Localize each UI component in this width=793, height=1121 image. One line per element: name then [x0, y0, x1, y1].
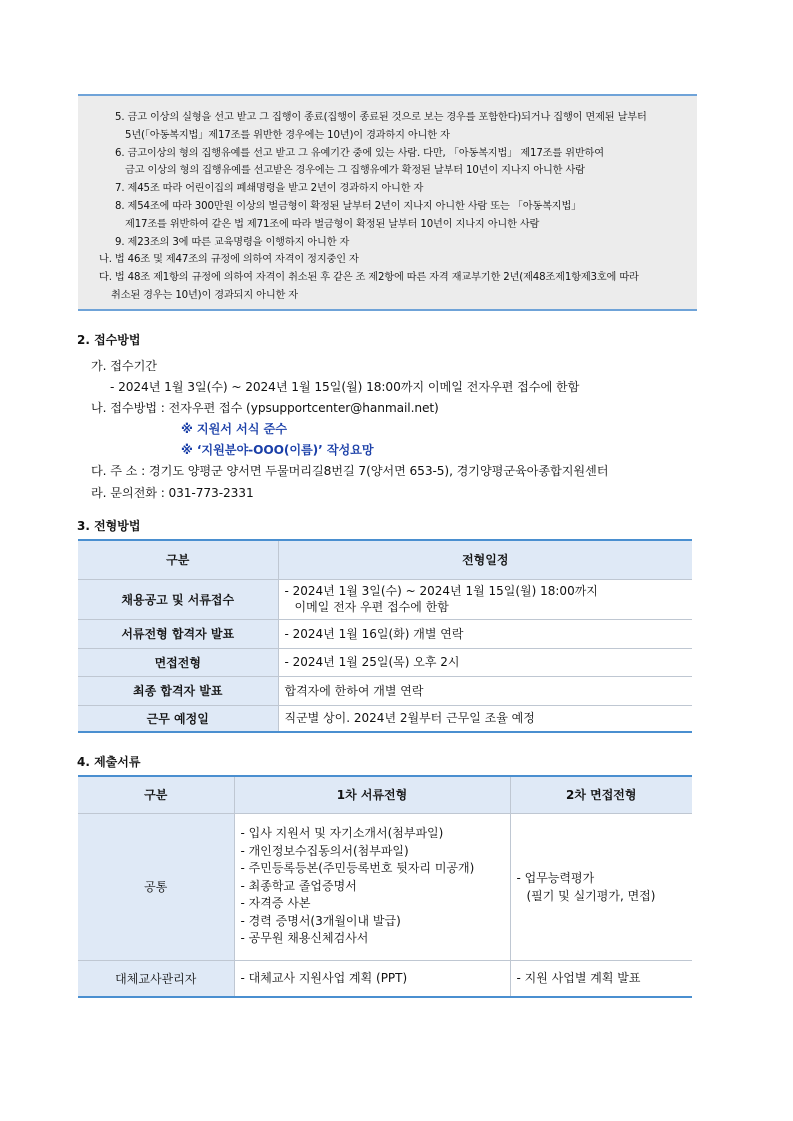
- row-value: 합격자에 한하여 개별 연락: [278, 676, 692, 705]
- section4-title: 4. 제출서류: [77, 755, 141, 769]
- address-line: 다. 주 소 : 경기도 양평군 양서면 두물머리길8번길 7(양서면 653-5), 경기양평군육아종합지원센터: [91, 464, 609, 478]
- notice-line: 나. 법 46조 및 제47조의 규정에 의하여 자격이 정지중인 자: [99, 254, 359, 266]
- method-line: 나. 접수방법 : 전자우편 접수 (ypsupportcenter@hanmail.net): [91, 401, 439, 415]
- notice-line: 금고 이상의 형의 집행유예를 선고받은 경우에는 그 집행유예가 확정된 날부터 10년이 지나지 아니한 사람: [125, 165, 585, 177]
- disqualification-notice-box: [78, 94, 697, 311]
- row-value: 직군별 상이. 2024년 2월부터 근무일 조율 예정: [278, 705, 692, 732]
- period-value: - 2024년 1월 3일(수) ~ 2024년 1월 15일(월) 18:00까지 이메일 전자우편 접수에 한함: [110, 380, 580, 394]
- row-label: 최종 합격자 발표: [78, 676, 278, 705]
- common-docs-list: [234, 813, 510, 960]
- header-category: 구분: [78, 540, 278, 579]
- row-value: - 2024년 1월 16일(화) 개별 연락: [278, 619, 692, 648]
- interview-line: - 업무능력평가: [516, 870, 595, 885]
- table-row: [78, 813, 692, 960]
- row-label: 채용공고 및 서류접수: [78, 579, 278, 619]
- section2-title: 2. 접수방법: [77, 333, 141, 347]
- row-value: - 2024년 1월 25일(목) 오후 2시: [278, 648, 692, 676]
- list-item: - 경력 증명서(3개월이내 발급): [240, 913, 401, 928]
- sub-interview: - 지원 사업별 계획 발표: [510, 960, 692, 997]
- table-row: [78, 705, 692, 732]
- row-value-line: 이메일 전자 우편 접수에 한함: [294, 600, 449, 614]
- list-item: - 최종학교 졸업증명서: [240, 878, 357, 893]
- notice-line: 다. 법 48조 제1항의 규정에 의하여 자격이 취소된 후 같은 조 제2항에 따른 자격 재교부기한 2년(제48조제1항제3호에 따라: [99, 272, 639, 284]
- notice-line: 제17조를 위반하여 같은 법 제71조에 따라 벌금형이 확정된 날부터 10년이 지나지 아니한 사람: [125, 218, 540, 230]
- table-row: [78, 960, 692, 997]
- notice-line: 7. 제45조 따라 어린이집의 폐쇄명령을 받고 2년이 경과하지 아니한 자: [115, 183, 424, 195]
- period-label: 가. 접수기간: [91, 359, 157, 373]
- sub-doc: - 대체교사 지원사업 계획 (PPT): [234, 960, 510, 997]
- row-value: [278, 579, 692, 619]
- list-item: - 주민등록등본(주민등록번호 뒷자리 미공개): [240, 861, 475, 876]
- header-document-screening: 1차 서류전형: [234, 776, 510, 813]
- selection-schedule-table: [78, 539, 692, 733]
- note-form: ※ 지원서 서식 준수: [181, 422, 287, 436]
- table-header-row: [78, 540, 692, 579]
- interview-line: (필기 및 실기평가, 면접): [526, 888, 656, 903]
- row-label: 대체교사관리자: [78, 960, 234, 997]
- notice-line: 5년(「아동복지법」제17조를 위반한 경우에는 10년)이 경과하지 아니한 자: [125, 129, 450, 141]
- notice-line: 8. 제54조에 따라 300만원 이상의 벌금형이 확정된 날부터 2년이 지나지 아니한 사람 또는 「아동복지법」: [115, 200, 582, 212]
- row-label: 면접전형: [78, 648, 278, 676]
- documents-table: [78, 775, 692, 998]
- row-label: 공통: [78, 813, 234, 960]
- row-label: 근무 예정일: [78, 705, 278, 732]
- table-row: [78, 579, 692, 619]
- table-row: [78, 619, 692, 648]
- note-filename: ※ ‘지원분야-OOO(이름)’ 작성요망: [181, 443, 374, 457]
- row-label: 서류전형 합격자 발표: [78, 619, 278, 648]
- header-interview: 2차 면접전형: [510, 776, 692, 813]
- header-category: 구분: [78, 776, 234, 813]
- notice-line: 취소된 경우는 10년)이 경과되지 아니한 자: [111, 289, 298, 301]
- table-row: [78, 676, 692, 705]
- notice-line: 5. 금고 이상의 실형을 선고 받고 그 집행이 종료(집행이 종료된 것으로 보는 경우를 포함한다)되거나 집행이 면제된 날부터: [115, 112, 647, 123]
- notice-line: 6. 금고이상의 형의 집행유예를 선고 받고 그 유예기간 중에 있는 사람. 다만, 「아동복지법」 제17조를 위반하여: [115, 147, 604, 159]
- list-item: - 자격증 사본: [240, 896, 311, 911]
- section3-title: 3. 전형방법: [77, 519, 141, 533]
- list-item: - 입사 지원서 및 자기소개서(첨부파일): [240, 825, 444, 840]
- list-item: - 공무원 채용신체검사서: [240, 931, 369, 946]
- common-interview: [510, 813, 692, 960]
- phone-line: 라. 문의전화 : 031-773-2331: [91, 486, 254, 500]
- row-value-line: - 2024년 1월 3일(수) ~ 2024년 1월 15일(월) 18:00까지: [284, 584, 598, 598]
- list-item: - 개인정보수집동의서(첨부파일): [240, 843, 409, 858]
- notice-line: 9. 제23조의 3에 따른 교육명령을 이행하지 아니한 자: [115, 236, 350, 248]
- table-header-row: [78, 776, 692, 813]
- table-row: [78, 648, 692, 676]
- header-schedule: 전형일정: [278, 540, 692, 579]
